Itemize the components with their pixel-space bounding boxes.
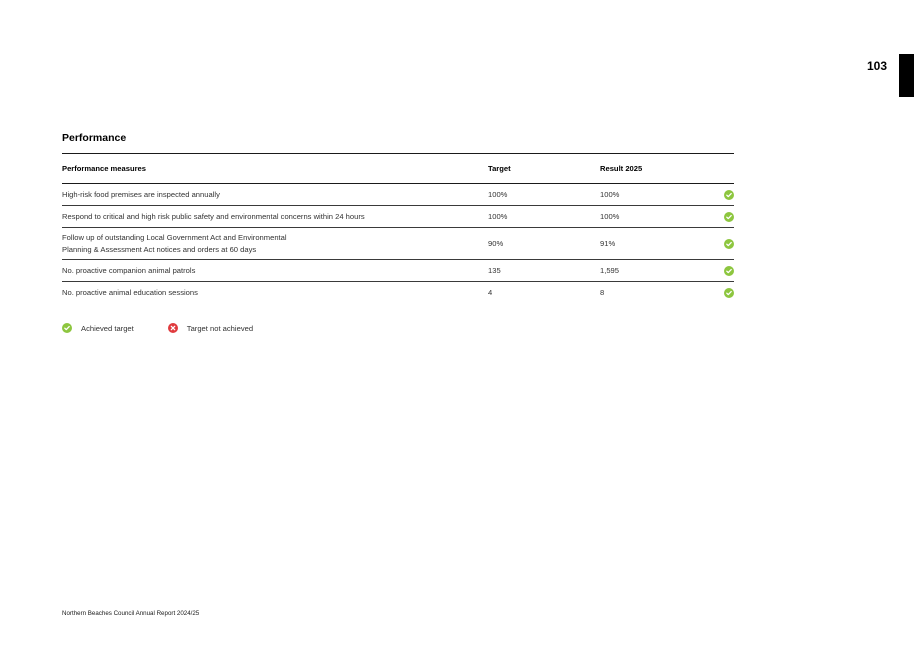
row-measure-line: Planning & Assessment Act notices and orders at 60 days [62, 244, 257, 254]
table-row [62, 228, 734, 260]
row-status [700, 266, 734, 276]
header-result: Result 2025 [600, 164, 643, 173]
achieved-check-icon [724, 212, 734, 222]
header-performance-measures: Performance measures [62, 163, 146, 173]
legend-item-not-achieved [168, 323, 253, 333]
legend-label-achieved: Achieved target [81, 323, 134, 333]
table-header-row [62, 154, 734, 184]
row-measure: High-risk food premises are inspected annually [62, 189, 220, 199]
legend-label-not-achieved: Target not achieved [186, 323, 254, 333]
performance-table [62, 153, 734, 303]
table-row [62, 260, 734, 282]
row-status [700, 190, 734, 200]
row-result: 100% [600, 212, 620, 221]
achieved-check-icon [724, 239, 734, 249]
page-footer: Northern Beaches Council Annual Report 2024/25 [62, 610, 200, 617]
table-row [62, 282, 734, 303]
row-status [700, 212, 734, 222]
row-status [700, 288, 734, 298]
table-row [62, 184, 734, 206]
row-status [700, 239, 734, 249]
row-result: 8 [600, 288, 605, 297]
table-row [62, 206, 734, 228]
page-number: 103 [866, 59, 887, 73]
row-measure-line: Follow up of outstanding Local Government Act and Environmental [62, 233, 287, 242]
status-legend [62, 323, 253, 333]
row-measure [62, 232, 488, 255]
not-achieved-cross-icon [168, 323, 178, 333]
row-target: 100% [488, 212, 508, 221]
achieved-check-icon [724, 190, 734, 200]
achieved-check-icon [62, 323, 72, 333]
section-edge-tab [899, 54, 914, 97]
row-target: 100% [488, 190, 508, 199]
row-measure: No. proactive companion animal patrols [62, 265, 196, 275]
row-measure: No. proactive animal education sessions [62, 287, 198, 297]
row-target: 90% [488, 239, 504, 248]
section-title: Performance [62, 132, 127, 144]
achieved-check-icon [724, 266, 734, 276]
row-target: 135 [488, 266, 501, 275]
row-result: 1,595 [600, 266, 620, 275]
row-measure: Respond to critical and high risk public safety and environmental concerns within 24 hours [62, 211, 365, 221]
row-result: 91% [600, 239, 616, 248]
achieved-check-icon [724, 288, 734, 298]
row-result: 100% [600, 190, 620, 199]
header-target: Target [488, 164, 511, 173]
row-target: 4 [488, 288, 493, 297]
legend-item-achieved [62, 323, 134, 333]
